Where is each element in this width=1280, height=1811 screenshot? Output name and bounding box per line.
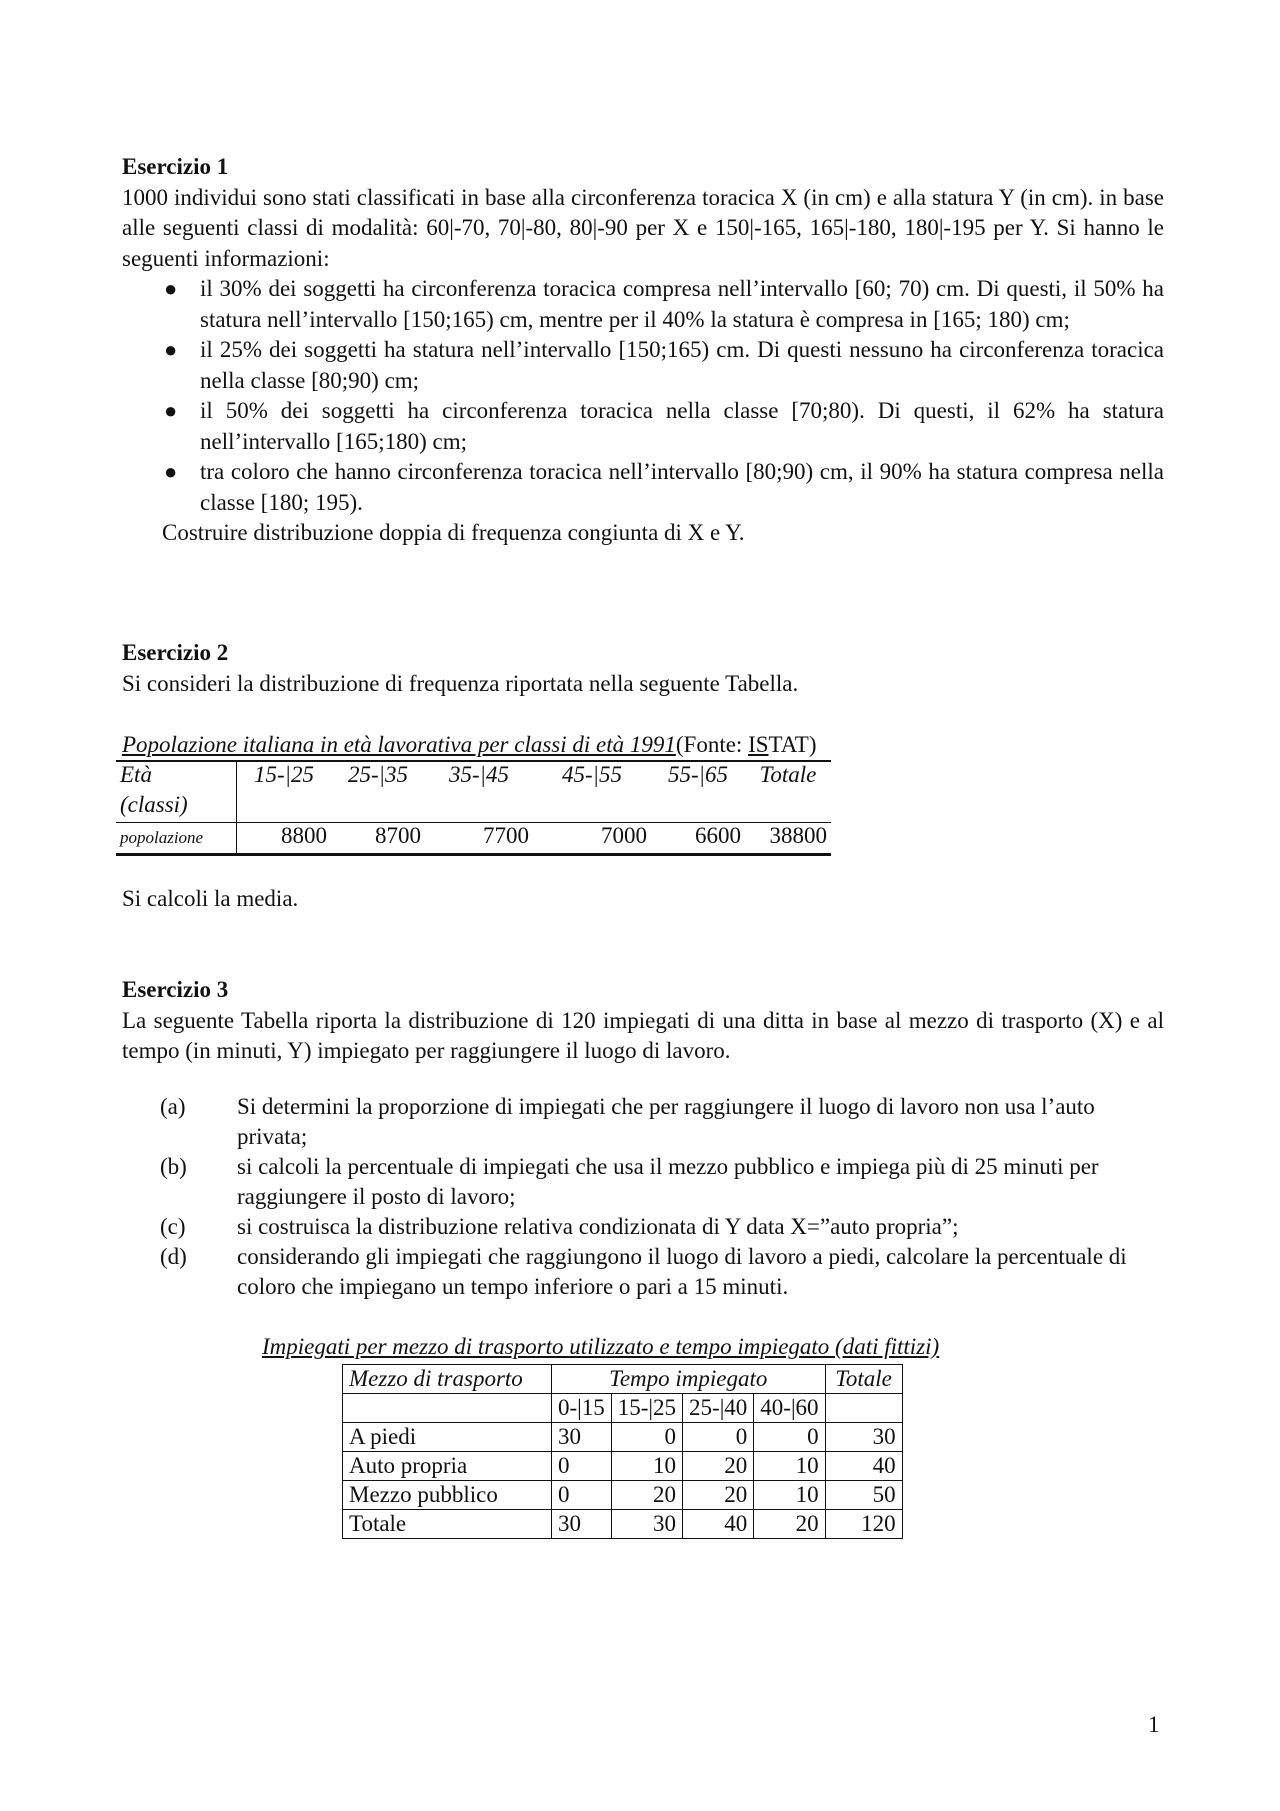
table-row: Età 15-|25 25-|35 35-|45 45-|55 55-|65 Totale	[116, 761, 831, 792]
exercise-2-task: Si calcoli la media.	[122, 886, 299, 911]
list-item: (a) Si determini la proporzione di impiegati che per raggiungere il luogo di lavoro non usa l’auto privata;	[160, 1094, 1095, 1149]
table-2-caption: Impiegati per mezzo di trasporto utilizzato e tempo impiegato (dati fittizi)	[262, 1334, 940, 1359]
table-row: Totale 30 30 40 20 120	[343, 1510, 903, 1539]
exercise-2	[122, 638, 1164, 699]
page-number: 1	[1148, 1712, 1160, 1737]
table-row: Auto propria 0 10 20 10 40	[343, 1452, 903, 1481]
list-item: (d) considerando gli impiegati che raggiungono il luogo di lavoro a piedi, calcolare la percentuale di coloro che impiegano un tempo inferiore o pari a 15 minuti.	[160, 1244, 1127, 1299]
list-item: (b) si calcoli la percentuale di impiegati che usa il mezzo pubblico e impiega più di 25 minuti per raggiungere il posto di lavoro;	[160, 1154, 1099, 1209]
bullet-icon: ●	[164, 398, 178, 423]
exercise-3-title: Esercizio 3	[122, 977, 229, 1002]
exercise-3	[122, 975, 1164, 1067]
bullet-icon: ●	[164, 276, 178, 301]
bullet-icon: ●	[164, 459, 178, 484]
list-item: ● il 30% dei soggetti ha circonferenza toracica compresa nell’intervallo [60; 70) cm. Di questi, il 50% ha statura nell’intervallo [150;165) cm, mentre per il 40% la statura è compresa in [165; 180) cm;	[164, 276, 1164, 332]
exercise-3-intro: La seguente Tabella riporta la distribuzione di 120 impiegati di una ditta in base al mezzo di trasporto (X) e al tempo (in minuti, Y) impiegato per raggiungere il luogo di lavoro.	[122, 1007, 1164, 1063]
population-table	[116, 760, 831, 856]
exercise-1-bullets	[122, 274, 1164, 518]
list-item: ● il 25% dei soggetti ha statura nell’intervallo [150;165) cm. Di questi nessuno ha circonferenza toracica nella classe [80;90) cm;	[164, 337, 1164, 393]
table-row: Mezzo di trasporto Tempo impiegato Totale	[343, 1365, 903, 1394]
exercise-1	[122, 152, 1164, 549]
list-item: ● tra coloro che hanno circonferenza toracica nell’intervallo [80;90) cm, il 90% ha statura compresa nella classe [180; 195).	[164, 459, 1164, 515]
bullet-icon: ●	[164, 337, 178, 362]
table-row: (classi)	[116, 792, 831, 823]
list-item: ● il 50% dei soggetti ha circonferenza toracica nella classe [70;80). Di questi, il 62% ha statura nell’intervallo [165;180) cm;	[164, 398, 1164, 454]
transport-table	[342, 1364, 903, 1539]
table-row: 0-|15 15-|25 25-|40 40-|60	[343, 1394, 903, 1423]
list-item: (c) si costruisca la distribuzione relativa condizionata di Y data X=”auto propria”;	[160, 1214, 959, 1239]
exercise-1-title: Esercizio 1	[122, 154, 229, 179]
table-row: A piedi 30 0 0 0 30	[343, 1423, 903, 1452]
exercise-1-intro: 1000 individui sono stati classificati in base alla circonferenza toracica X (in cm) e alla statura Y (in cm). in base alle seguenti classi di modalità: 60|-70, 70|-80, 80|-90 per X e 150|-165, 165|-180, 180|-195 per Y. Si hanno le seguenti informazioni:	[122, 184, 1164, 271]
exercise-2-title: Esercizio 2	[122, 640, 229, 665]
table-1-caption: Popolazione italiana in età lavorativa per classi di età 1991(Fonte: ISTAT)	[122, 732, 817, 757]
exercise-1-task: Costruire distribuzione doppia di frequenza congiunta di X e Y.	[162, 520, 745, 545]
table-row: Mezzo pubblico 0 20 20 10 50	[343, 1481, 903, 1510]
exercise-2-intro: Si consideri la distribuzione di frequenza riportata nella seguente Tabella.	[122, 670, 799, 696]
table-row: popolazione 8800 8700 7700 7000 6600 38800	[116, 823, 831, 855]
exercise-3-questions	[160, 1092, 1160, 1302]
